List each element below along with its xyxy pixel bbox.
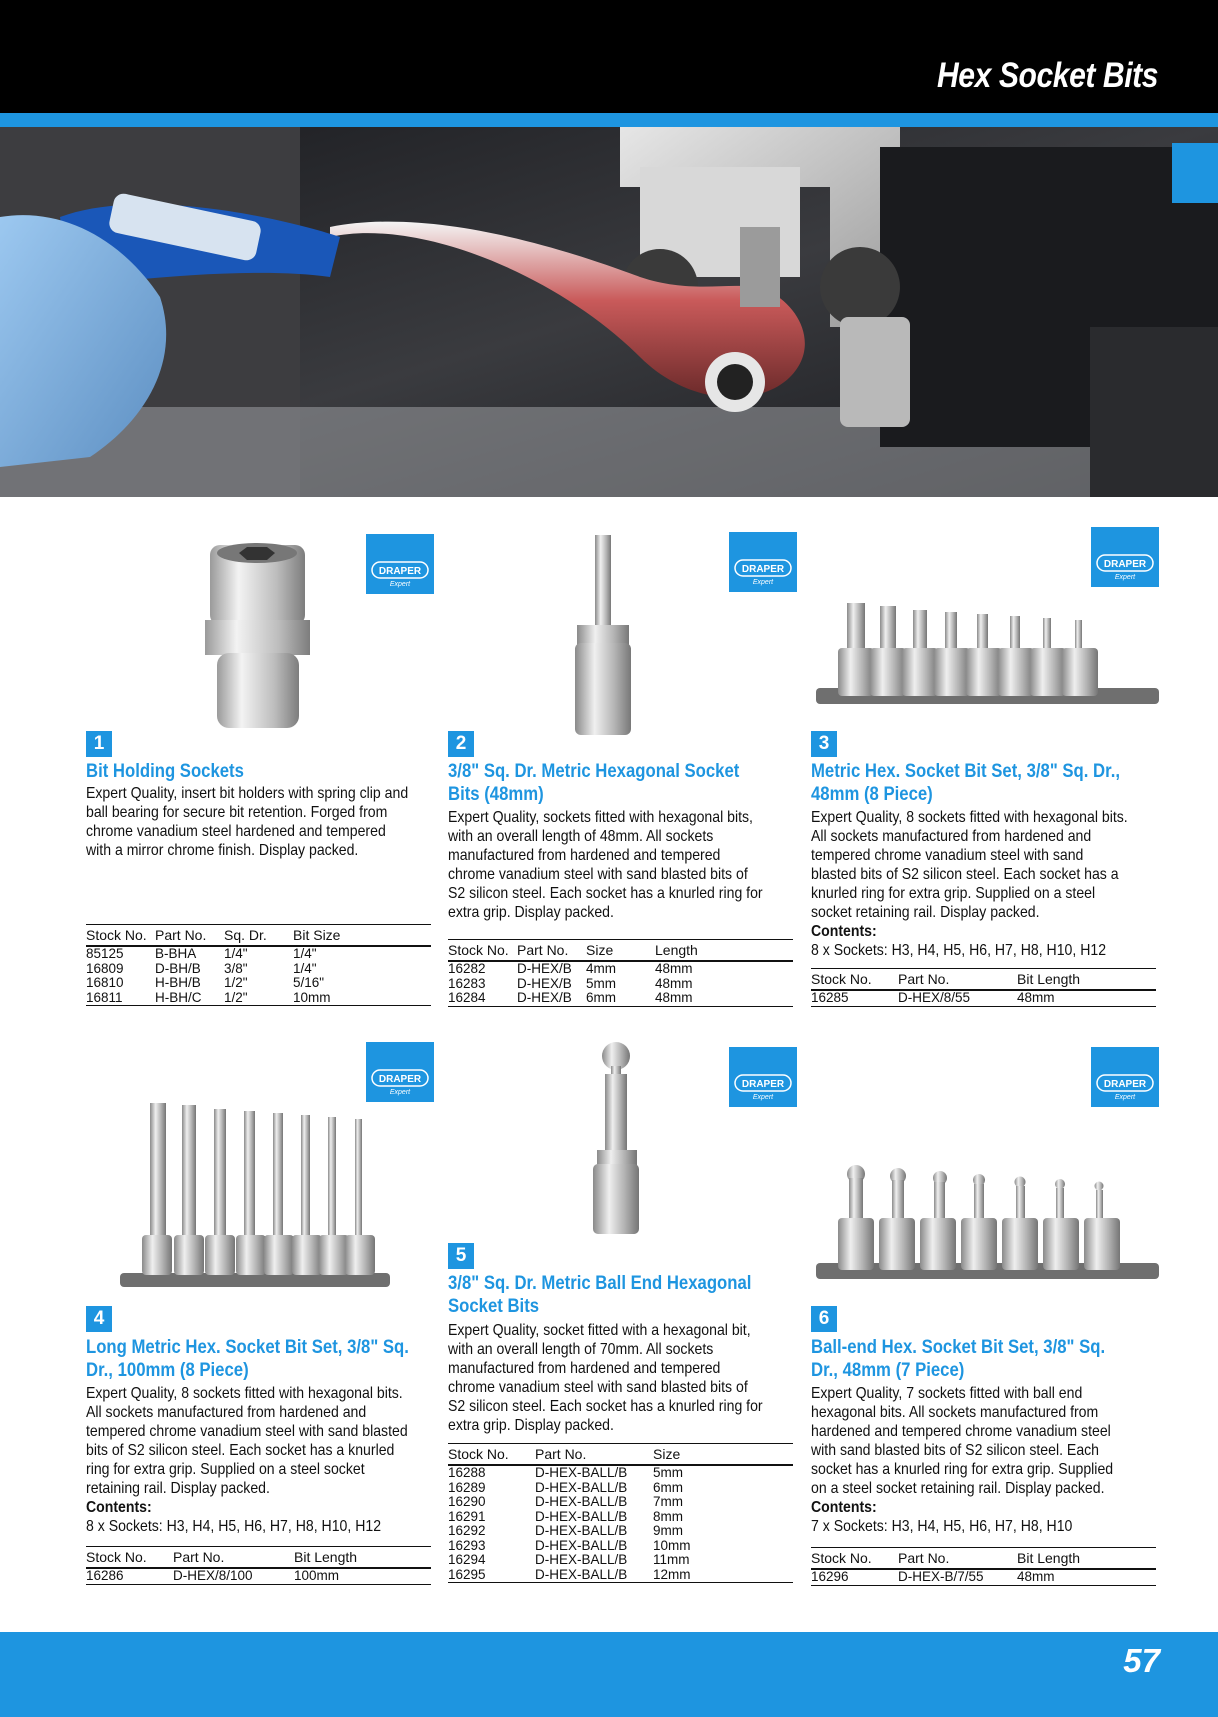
column-header: Stock No.	[86, 1547, 173, 1569]
column-header: Part No.	[898, 1548, 1017, 1570]
svg-text:DRAPER: DRAPER	[1103, 559, 1147, 570]
ball-end-hex-socket-bit-set-image	[816, 1160, 1159, 1285]
column-header: Stock No.	[811, 969, 898, 991]
svg-text:Expert: Expert	[389, 581, 411, 588]
draper-expert-logo	[366, 1042, 434, 1102]
spec-table	[811, 968, 1156, 1007]
table-row: 16293 D-HEX-BALL/B 10mm	[448, 1537, 691, 1553]
table-row: 16284 D-HEX/B 6mm 48mm	[448, 991, 793, 1006]
contents-label: Contents:	[86, 1499, 152, 1516]
svg-text:DRAPER: DRAPER	[741, 564, 785, 575]
column-header: Bit Length	[294, 1547, 431, 1569]
table-row: 85125 B-BHA 1/4" 1/4"	[86, 946, 317, 961]
table-row: 16288 D-HEX-BALL/B 5mm	[448, 1465, 683, 1480]
column-header: Part No.	[173, 1547, 294, 1569]
contents-label: Contents:	[811, 1499, 877, 1516]
table-row: 16295 D-HEX-BALL/B 12mm	[448, 1568, 793, 1583]
table-row: 16811 H-BH/C 1/2" 10mm	[86, 991, 431, 1006]
draper-expert-logo	[1091, 527, 1159, 587]
section-tab	[1172, 143, 1218, 203]
table-row: 16282 D-HEX/B 4mm 48mm	[448, 961, 693, 976]
footer-bar	[0, 1632, 1218, 1717]
spec-table	[448, 1443, 793, 1583]
column-header: Part No.	[898, 969, 1017, 991]
item-number: 1	[86, 731, 112, 757]
svg-text:Expert: Expert	[1114, 574, 1136, 581]
item-number: 5	[448, 1243, 474, 1269]
product-description	[811, 1384, 1128, 1536]
column-header: Stock No.	[86, 925, 155, 947]
contents-label: Contents:	[811, 923, 877, 940]
product-description	[86, 1384, 412, 1536]
draper-expert-logo	[729, 532, 797, 592]
contents-list: 8 x Sockets: H3, H4, H5, H6, H7, H8, H10, H12	[811, 942, 1107, 959]
table-row: 16286 D-HEX/8/100 100mm	[86, 1568, 431, 1584]
ball-end-hex-socket-bit-image	[587, 1040, 645, 1240]
svg-text:DRAPER: DRAPER	[378, 1074, 422, 1085]
table-row: 16289 D-HEX-BALL/B 6mm	[448, 1479, 683, 1495]
hex-socket-bit-set-image	[816, 598, 1159, 710]
product-title: Bit Holding Sockets	[86, 761, 244, 782]
svg-text:DRAPER: DRAPER	[1103, 1079, 1147, 1090]
column-header: Bit Length	[1017, 969, 1156, 991]
product-title: Long Metric Hex. Socket Bit Set, 3/8" Sq. Dr., 100mm (8 Piece)	[86, 1337, 409, 1381]
column-header: Stock No.	[448, 940, 517, 962]
item-number: 2	[448, 731, 474, 757]
column-header: Bit Length	[1017, 1548, 1156, 1570]
column-header: Size	[653, 1444, 793, 1466]
table-row: 16285 D-HEX/8/55 48mm	[811, 990, 1156, 1006]
svg-text:Expert: Expert	[752, 579, 774, 586]
table-row: 16296 D-HEX-B/7/55 48mm	[811, 1569, 1156, 1585]
svg-text:DRAPER: DRAPER	[741, 1079, 785, 1090]
page-title: Hex Socket Bits	[936, 56, 1158, 95]
item-number: 4	[86, 1306, 112, 1332]
table-row: 16810 H-BH/B 1/2" 5/16"	[86, 975, 325, 990]
table-row: 16809 D-BH/B 3/8" 1/4"	[86, 960, 317, 976]
draper-expert-logo	[366, 534, 434, 594]
bit-holding-socket-image	[195, 535, 320, 735]
column-header: Part No.	[535, 1444, 653, 1466]
table-row: 16294 D-HEX-BALL/B 11mm	[448, 1552, 690, 1567]
draper-expert-logo	[729, 1047, 797, 1107]
column-header: Size	[586, 940, 655, 962]
svg-text:Expert: Expert	[1114, 1094, 1136, 1101]
description-text: Expert Quality, 7 sockets fitted with ball end hexagonal bits. All sockets manufactured from hardened and tempered chrome vanadium steel with sand blasted bits of S2 silicon steel. Each socket has a knurled ring for extra grip. Supplied on a steel socket retaining rail. Display packed.	[811, 1385, 1114, 1497]
svg-text:Expert: Expert	[752, 1094, 774, 1101]
draper-expert-logo	[1091, 1047, 1159, 1107]
column-header: Part No.	[517, 940, 586, 962]
product-title: Ball-end Hex. Socket Bit Set, 3/8" Sq. Dr., 48mm (7 Piece)	[811, 1337, 1106, 1381]
header-stripe	[0, 113, 1218, 127]
product-title: 3/8" Sq. Dr. Metric Hexagonal Socket Bits (48mm)	[448, 761, 740, 805]
hex-socket-bit-image	[570, 535, 635, 740]
product-description	[811, 808, 1128, 960]
table-row: 16283 D-HEX/B 5mm 48mm	[448, 975, 693, 991]
svg-text:Expert: Expert	[389, 1089, 411, 1096]
product-description: Expert Quality, sockets fitted with hexagonal bits, with an overall length of 48mm. All sockets manufactured from hardened and tempered chrome vanadium steel with sand blasted bits of S2 silicon steel. Each socket has a knurled ring for extra grip. Display packed.	[448, 809, 763, 921]
column-header: Length	[655, 940, 793, 962]
product-title: Metric Hex. Socket Bit Set, 3/8" Sq. Dr., 48mm (8 Piece)	[811, 761, 1121, 805]
item-number: 6	[811, 1306, 837, 1332]
product-description: Expert Quality, socket fitted with a hexagonal bit, with an overall length of 70mm. All sockets manufactured from hardened and tempered chrome vanadium steel with sand blasted bits of S2 silicon steel. Each socket has a knurled ring for extra grip. Display packed.	[448, 1322, 763, 1434]
description-text: Expert Quality, 8 sockets fitted with hexagonal bits. All sockets manufactured from hardened and tempered chrome vanadium steel with sand blasted bits of S2 silicon steel. Each socket has a knurled ring for extra grip. Supplied on a steel socket retaining rail. Display packed.	[86, 1385, 408, 1497]
page-number: 57	[1123, 1642, 1160, 1679]
table-row: 16292 D-HEX-BALL/B 9mm	[448, 1523, 683, 1538]
column-header: Sq. Dr.	[224, 925, 293, 947]
long-hex-socket-bit-set-image	[120, 1095, 390, 1295]
ratchet-in-engine-illustration	[0, 127, 1218, 497]
table-row: 16291 D-HEX-BALL/B 8mm	[448, 1508, 683, 1524]
spec-table	[811, 1547, 1156, 1586]
column-header: Stock No.	[448, 1444, 535, 1466]
product-description: Expert Quality, insert bit holders with spring clip and ball bearing for secure bit retention. Forged from chrome vanadium steel hardened and tempered with a mirror chrome finish. Display packed.	[86, 785, 409, 859]
spec-table	[448, 939, 793, 1007]
table-row: 16290 D-HEX-BALL/B 7mm	[448, 1494, 683, 1509]
svg-text:DRAPER: DRAPER	[378, 566, 422, 577]
column-header: Stock No.	[811, 1548, 898, 1570]
contents-list: 8 x Sockets: H3, H4, H5, H6, H7, H8, H10, H12	[86, 1518, 382, 1535]
hero-photo	[0, 127, 1218, 497]
column-header: Bit Size	[293, 925, 431, 947]
spec-table	[86, 924, 431, 1006]
column-header: Part No.	[155, 925, 224, 947]
spec-table	[86, 1546, 431, 1585]
item-number: 3	[811, 731, 837, 757]
description-text: Expert Quality, 8 sockets fitted with hexagonal bits. All sockets manufactured from hardened and tempered chrome vanadium steel with sand blasted bits of S2 silicon steel. Each socket has a knurled ring for extra grip. Supplied on a steel socket retaining rail. Display packed.	[811, 809, 1128, 921]
product-title: 3/8" Sq. Dr. Metric Ball End Hexagonal Socket Bits	[448, 1273, 752, 1317]
contents-list: 7 x Sockets: H3, H4, H5, H6, H7, H8, H10	[811, 1518, 1073, 1535]
